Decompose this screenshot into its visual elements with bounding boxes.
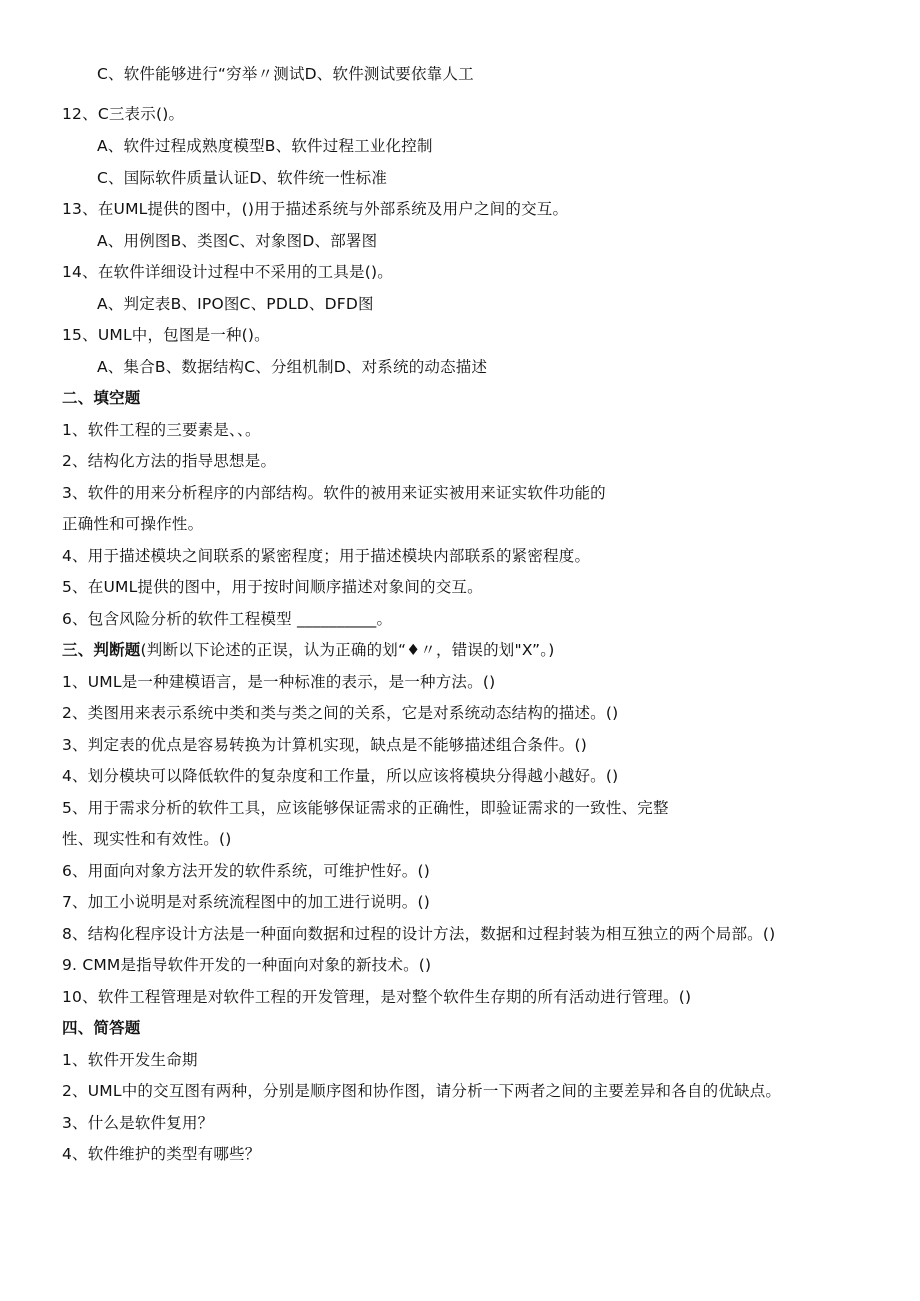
fill-4: 4、用于描述模块之间联系的紧密程度；用于描述模块内部联系的紧密程度。 bbox=[62, 547, 591, 565]
fill-3-continued: 正确性和可操作性。 bbox=[62, 515, 204, 533]
sa-3: 3、什么是软件复用？ bbox=[62, 1114, 214, 1132]
q13-question: 13、在UML提供的图中，()用于描述系统与外部系统及用户之间的交互。 bbox=[62, 200, 569, 218]
section-true-false-instruction: (判断以下论述的正误，认为正确的划“♦〃，错误的划"X”。) bbox=[140, 641, 555, 659]
tf-7: 7、加工小说明是对系统流程图中的加工进行说明。() bbox=[62, 893, 430, 911]
fill-2: 2、结构化方法的指导思想是。 bbox=[62, 452, 277, 470]
sa-2: 2、UML中的交互图有两种，分别是顺序图和协作图，请分析一下两者之间的主要差异和各自的优缺点。 bbox=[62, 1082, 782, 1100]
q13-options: A、用例图B、类图C、对象图D、部署图 bbox=[97, 232, 378, 250]
section-short-answer-heading: 四、简答题 bbox=[62, 1019, 141, 1037]
tf-6: 6、用面向对象方法开发的软件系统，可维护性好。() bbox=[62, 862, 430, 880]
tf-3: 3、判定表的优点是容易转换为计算机实现，缺点是不能够描述组合条件。() bbox=[62, 736, 587, 754]
q14-options: A、判定表B、IPO图C、PDLD、DFD图 bbox=[97, 295, 374, 313]
tf-10: 10、软件工程管理是对软件工程的开发管理，是对整个软件生存期的所有活动进行管理。() bbox=[62, 988, 692, 1006]
fill-6: 6、包含风险分析的软件工程模型 __________。 bbox=[62, 610, 393, 628]
tf-1: 1、UML是一种建模语言，是一种标准的表示，是一种方法。() bbox=[62, 673, 496, 691]
q15-options: A、集合B、数据结构C、分组机制D、对系统的动态描述 bbox=[97, 358, 488, 376]
section-fill-in-heading: 二、填空题 bbox=[62, 389, 141, 407]
q12-options-cd: C、国际软件质量认证D、软件统一性标准 bbox=[97, 169, 388, 187]
section-true-false-title: 三、判断题 bbox=[62, 641, 141, 659]
fill-3: 3、软件的用来分析程序的内部结构。软件的被用来证实被用来证实软件功能的 bbox=[62, 484, 606, 502]
sa-1: 1、软件开发生命期 bbox=[62, 1051, 198, 1069]
tf-5: 5、用于需求分析的软件工具，应该能够保证需求的正确性，即验证需求的一致性、完整 bbox=[62, 799, 669, 817]
q11-options-cd: C、软件能够进行“穷举〃测试D、软件测试要依靠人工 bbox=[97, 65, 474, 83]
section-true-false-heading bbox=[62, 640, 554, 660]
q12-options-ab: A、软件过程成熟度模型B、软件过程工业化控制 bbox=[97, 137, 433, 155]
tf-5-continued: 性、现实性和有效性。() bbox=[62, 830, 232, 848]
fill-5: 5、在UML提供的图中，用于按时间顺序描述对象间的交互。 bbox=[62, 578, 483, 596]
q14-question: 14、在软件详细设计过程中不采用的工具是()。 bbox=[62, 263, 393, 281]
q15-question: 15、UML中，包图是一种()。 bbox=[62, 326, 270, 344]
tf-9: 9. CMM是指导软件开发的一种面向对象的新技术。() bbox=[62, 956, 432, 974]
tf-4: 4、划分模块可以降低软件的复杂度和工作量，所以应该将模块分得越小越好。() bbox=[62, 767, 619, 785]
tf-2: 2、类图用来表示系统中类和类与类之间的关系，它是对系统动态结构的描述。() bbox=[62, 704, 619, 722]
sa-4: 4、软件维护的类型有哪些？ bbox=[62, 1145, 261, 1163]
tf-8: 8、结构化程序设计方法是一种面向数据和过程的设计方法，数据和过程封装为相互独立的两个局部。() bbox=[62, 925, 776, 943]
q12-question: 12、C三表示()。 bbox=[62, 105, 185, 123]
fill-1: 1、软件工程的三要素是、、。 bbox=[62, 421, 261, 439]
